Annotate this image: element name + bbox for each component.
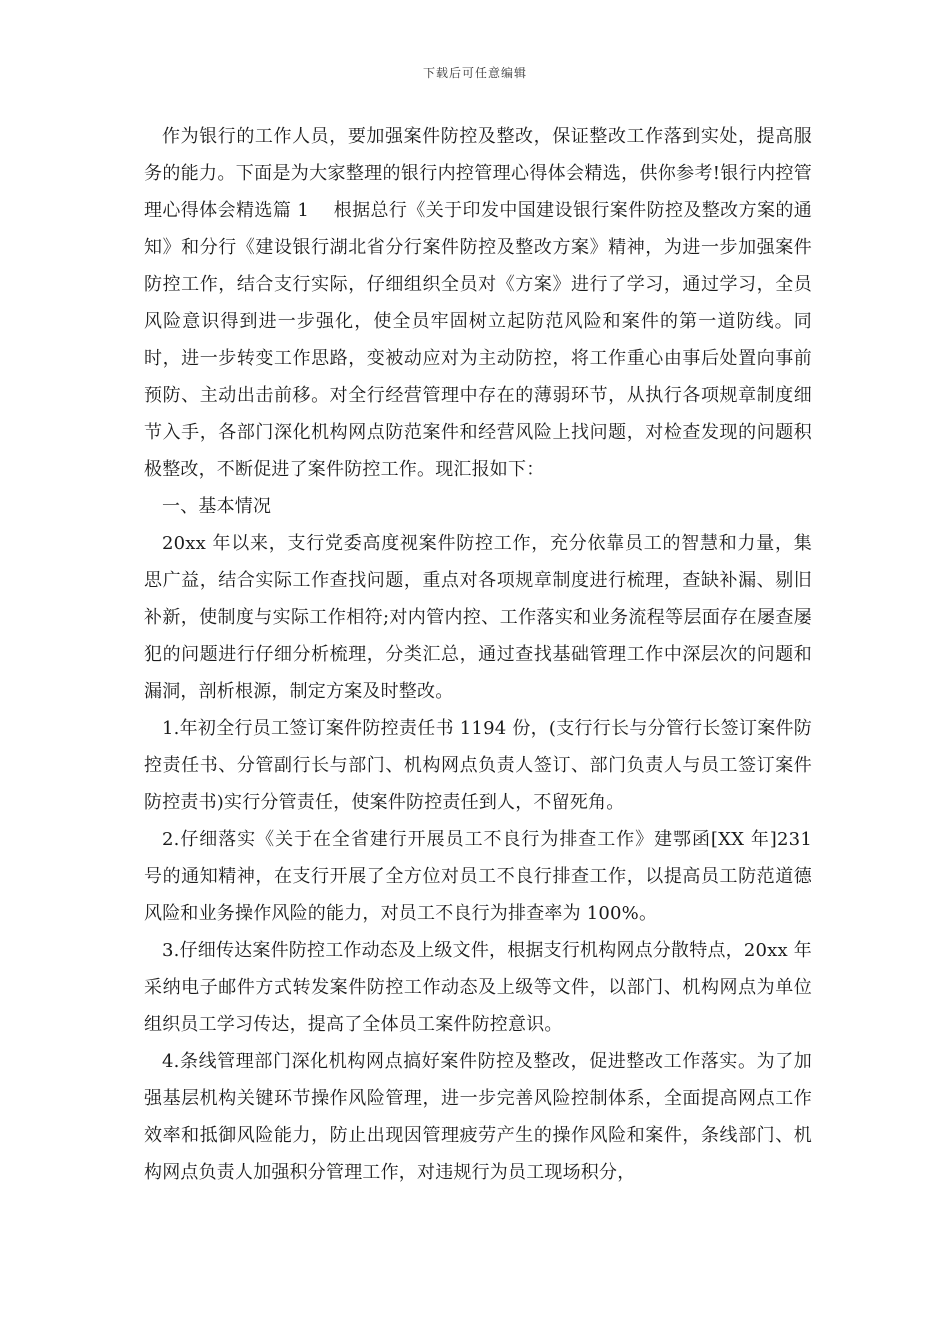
paragraph-item-4: 4.条线管理部门深化机构网点搞好案件防控及整改，促进整改工作落实。为了加强基层机构关键环节操作风险管理，进一步完善风险控制体系，全面提高网点工作效率和抵御风险能力，防止出现因管理疲劳产生的操作风险和案件，条线部门、机构网点负责人加强积分管理工作，对违规行为员工现场积分， [144, 1051, 812, 1183]
document-body [144, 118, 812, 1191]
page-header: 下载后可任意编辑 [422, 66, 527, 80]
paragraph-overview: 20xx 年以来，支行党委高度视案件防控工作，充分依靠员工的智慧和力量，集思广益，结合实际工作查找问题，重点对各项规章制度进行梳理，查缺补漏、剔旧补新，使制度与实际工作相符;对内管内控、工作落实和业务流程等层面存在屡查屡犯的问题进行仔细分析梳理，分类汇总，通过查找基础管理工作中深层次的问题和漏洞，剖析根源，制定方案及时整改。 [144, 533, 812, 702]
paragraph-intro: 作为银行的工作人员，要加强案件防控及整改，保证整改工作落到实处，提高服务的能力。下面是为大家整理的银行内控管理心得体会精选，供你参考!银行内控管理心得体会精选篇 1 根据总行《关于印发中国建设银行案件防控及整改方案的通知》和分行《建设银行湖北省分行案件防控及整改方案》精神，为进一步加强案件防控工作，结合支行实际，仔细组织全员对《方案》进行了学习，通过学习，全员风险意识得到进一步强化，使全员牢固树立起防范风险和案件的第一道防线。同时，进一步转变工作思路，变被动应对为主动防控，将工作重心由事后处置向事前预防、主动出击前移。对全行经营管理中存在的薄弱环节，从执行各项规章制度细节入手，各部门深化机构网点防范案件和经营风险上找问题，对检查发现的问题积极整改，不断促进了案件防控工作。现汇报如下： [144, 126, 812, 480]
paragraph-item-1: 1.年初全行员工签订案件防控责任书 1194 份，(支行行长与分管行长签订案件防控责任书、分管副行长与部门、机构网点负责人签订、部门负责人与员工签订案件防控责书)实行分管责任，使案件防控责任到人，不留死角。 [144, 718, 812, 813]
paragraph-item-2: 2.仔细落实《关于在全省建行开展员工不良行为排查工作》建鄂函[XX 年]231 号的通知精神，在支行开展了全方位对员工不良行排查工作，以提高员工防范道德风险和业务操作风险的能力，对员工不良行为排查率为 100%。 [144, 829, 812, 924]
paragraph-item-3: 3.仔细传达案件防控工作动态及上级文件，根据支行机构网点分散特点，20xx 年采纳电子邮件方式转发案件防控工作动态及上级等文件，以部门、机构网点为单位组织员工学习传达，提高了全体员工案件防控意识。 [144, 940, 812, 1035]
section-heading-basic-situation: 一、基本情况 [162, 496, 272, 517]
